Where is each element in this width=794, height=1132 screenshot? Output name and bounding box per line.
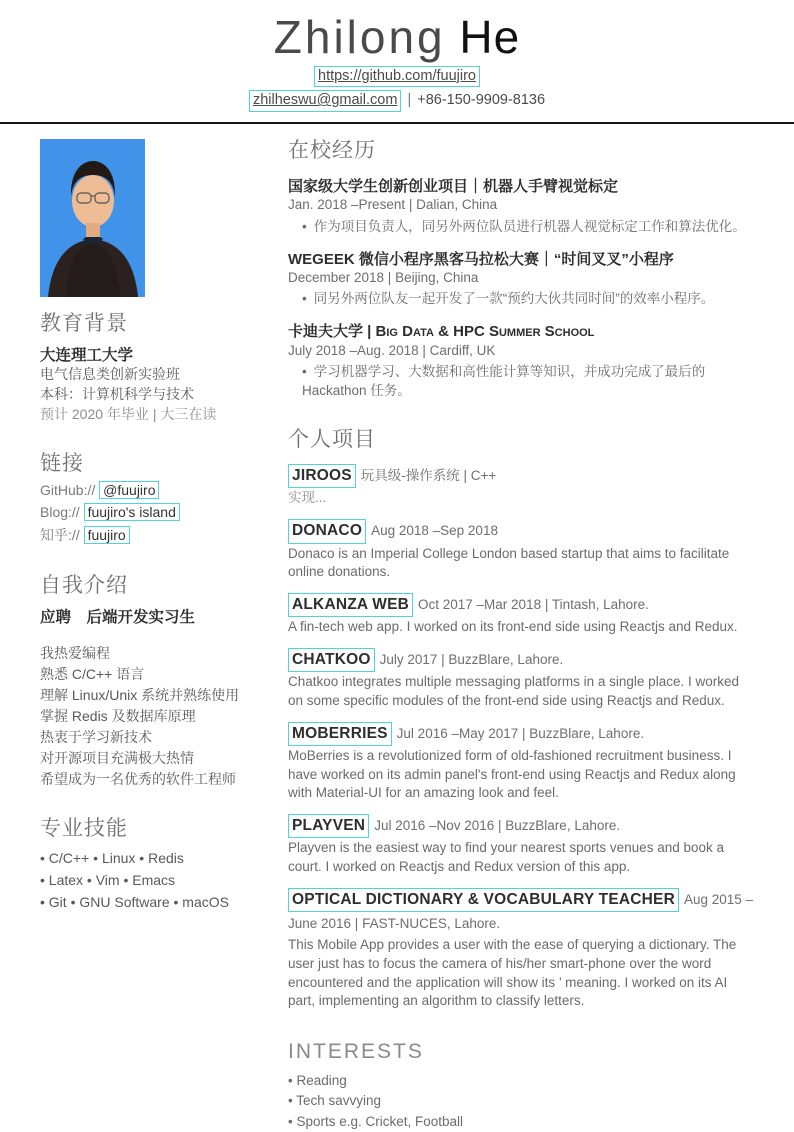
last-name: He — [459, 11, 521, 63]
education-degree: 本科：计算机科学与技术 — [40, 385, 194, 402]
project-entry — [288, 888, 754, 1011]
interest-item: • Reading — [288, 1071, 754, 1091]
link-row-zhihu — [40, 525, 272, 545]
skills-heading: 专业技能 — [40, 817, 128, 841]
experience-title: WEGEEK 微信小程序黑客马拉松大赛｜“时间叉叉”小程序 — [288, 250, 674, 268]
about-line: 理解 Linux/Unix 系统并熟练使用 — [40, 687, 240, 704]
project-meta: Oct 2017 –Mar 2018 | Tintash, Lahore. — [418, 596, 649, 612]
page-title — [0, 12, 794, 63]
experience-heading: 在校经历 — [288, 138, 376, 162]
contact-separator: | — [407, 92, 412, 109]
about-line: 希望成为一名优秀的软件工程师 — [40, 771, 236, 788]
skill-item: • C/C++ • Linux • Redis — [40, 848, 272, 870]
contact-line-github — [0, 66, 794, 88]
education-program: 电气信息类创新实验班 — [40, 365, 180, 382]
project-description: Chatkoo integrates multiple messaging platforms in a single place. I worked on some specific modules of the front-end side using Reactjs and Redux. — [288, 674, 739, 708]
interest-item: • Sports e.g. Cricket, Football — [288, 1112, 754, 1132]
project-meta: Aug 2018 –Sep 2018 — [371, 523, 498, 539]
about-lines — [40, 643, 272, 790]
about-line: 热衷于学习新技术 — [40, 729, 152, 746]
project-entry — [288, 814, 754, 877]
project-description: Donaco is an Imperial College London based startup that aims to facilitate online donations. — [288, 545, 730, 580]
link-row-blog — [40, 503, 272, 521]
right-column — [272, 124, 754, 1132]
project-entry — [288, 519, 754, 582]
experience-bullet: • 学习机器学习、大数据和高性能计算等知识，并成功完成了最后的 Hackathon 任务。 — [302, 363, 754, 401]
education-school: 大连理工大学 — [40, 346, 134, 364]
link-prefix: GitHub:// — [40, 481, 96, 498]
project-name-link[interactable]: ALKANZA WEB — [288, 593, 413, 617]
link-prefix: Blog:// — [40, 503, 80, 520]
project-description: Playven is the easiest way to find your nearest sports venues and book a court. I worked on Reactjs and Redux version of this app. — [288, 840, 725, 874]
project-entry — [288, 648, 754, 711]
blog-link[interactable]: fuujiro's island — [84, 503, 180, 521]
experience-bullet: • 同另外两位队友一起开发了一款“预约大伙共同时间”的效率小程序。 — [302, 290, 754, 309]
project-name-link[interactable]: PLAYVEN — [288, 814, 369, 838]
projects-heading: 个人项目 — [288, 427, 376, 451]
experience-entry — [288, 250, 754, 310]
contact-line-email-phone — [0, 90, 794, 112]
experience-bullet: • 作为项目负责人，同另外两位队员进行机器人视觉标定工作和算法优化。 — [302, 218, 754, 237]
experience-entry — [288, 177, 754, 237]
project-meta: July 2017 | BuzzBlare, Lahore. — [379, 651, 564, 667]
interests-list — [288, 1071, 754, 1132]
project-name-link[interactable]: JIROOS — [288, 464, 356, 488]
job-objective: 应聘 后端开发实习生 — [40, 609, 196, 627]
project-description: 实现... — [288, 490, 327, 506]
header — [0, 0, 794, 112]
education-status: 预计 2020 年毕业 | 大三在读 — [40, 405, 217, 422]
experience-title: 卡迪夫大学 | Big Data & HPC Summer School — [288, 323, 595, 341]
first-name: Zhilong — [273, 11, 446, 63]
about-line: 我热爱编程 — [40, 645, 110, 662]
project-meta: Aug 2015 –June 2016 | FAST-NUCES, Lahore. — [288, 891, 754, 932]
project-description: A fin-tech web app. I worked on its front-end side using Reactjs and Redux. — [288, 619, 738, 635]
phone-number: +86-150-9909-8136 — [417, 92, 546, 109]
link-row-github — [40, 481, 272, 499]
about-line: 熟悉 C/C++ 语言 — [40, 666, 145, 683]
project-meta: Jul 2016 –Nov 2016 | BuzzBlare, Lahore. — [374, 817, 621, 833]
project-name-link[interactable]: OPTICAL DICTIONARY & VOCABULARY TEACHER — [288, 888, 679, 912]
skill-item: • Git • GNU Software • macOS — [40, 892, 272, 914]
interests-heading: INTERESTS — [288, 1039, 424, 1063]
experience-meta: July 2018 –Aug. 2018 | Cardiff, UK — [288, 342, 496, 358]
left-column — [40, 124, 272, 1132]
project-meta: Jul 2016 –May 2017 | BuzzBlare, Lahore. — [396, 725, 645, 741]
interest-item: • Tech savvying — [288, 1091, 754, 1111]
github-profile-link[interactable]: @fuujiro — [99, 481, 159, 499]
project-description: MoBerries is a revolutionized form of old-fashioned recruitment business. I have worked on its admin panel's front-end using Reactjs and Redux along with Material-UI for an amazing look and feel. — [288, 748, 736, 801]
experience-meta: December 2018 | Beijing, China — [288, 270, 479, 286]
github-link[interactable]: https://github.com/fuujiro — [318, 67, 476, 84]
project-entry — [288, 593, 754, 637]
project-entry — [288, 722, 754, 803]
content — [0, 124, 794, 1132]
project-description: This Mobile App provides a user with the ease of querying a dictionary. The user just has to focus the camera of his/her smart-phone over the word encountered and the application will show its ’ meaning. I worked on its AI part, implementing an algorithm to classify letters. — [288, 937, 737, 1009]
project-name-link[interactable]: MOBERRIES — [288, 722, 392, 746]
about-line: 对开源项目充满极大热情 — [40, 750, 194, 767]
education-heading: 教育背景 — [40, 311, 128, 335]
about-line: 掌握 Redis 及数据库原理 — [40, 708, 196, 725]
id-photo — [40, 139, 145, 297]
project-name-link[interactable]: CHATKOO — [288, 648, 375, 672]
project-name-link[interactable]: DONACO — [288, 519, 366, 543]
skills-list — [40, 848, 272, 913]
project-meta: 玩具级-操作系统 | C++ — [360, 467, 497, 483]
experience-title: 国家级大学生创新创业项目｜机器人手臂视觉标定 — [288, 177, 619, 195]
about-heading: 自我介绍 — [40, 573, 128, 597]
project-entry — [288, 464, 754, 508]
zhihu-link[interactable]: fuujiro — [84, 526, 130, 544]
link-prefix: 知乎:// — [40, 526, 80, 543]
email-link[interactable]: zhilheswu@gmail.com — [252, 92, 398, 109]
links-heading: 链接 — [40, 451, 84, 475]
experience-entry — [288, 322, 754, 401]
experience-meta: Jan. 2018 –Present | Dalian, China — [288, 197, 498, 213]
skill-item: • Latex • Vim • Emacs — [40, 870, 272, 892]
